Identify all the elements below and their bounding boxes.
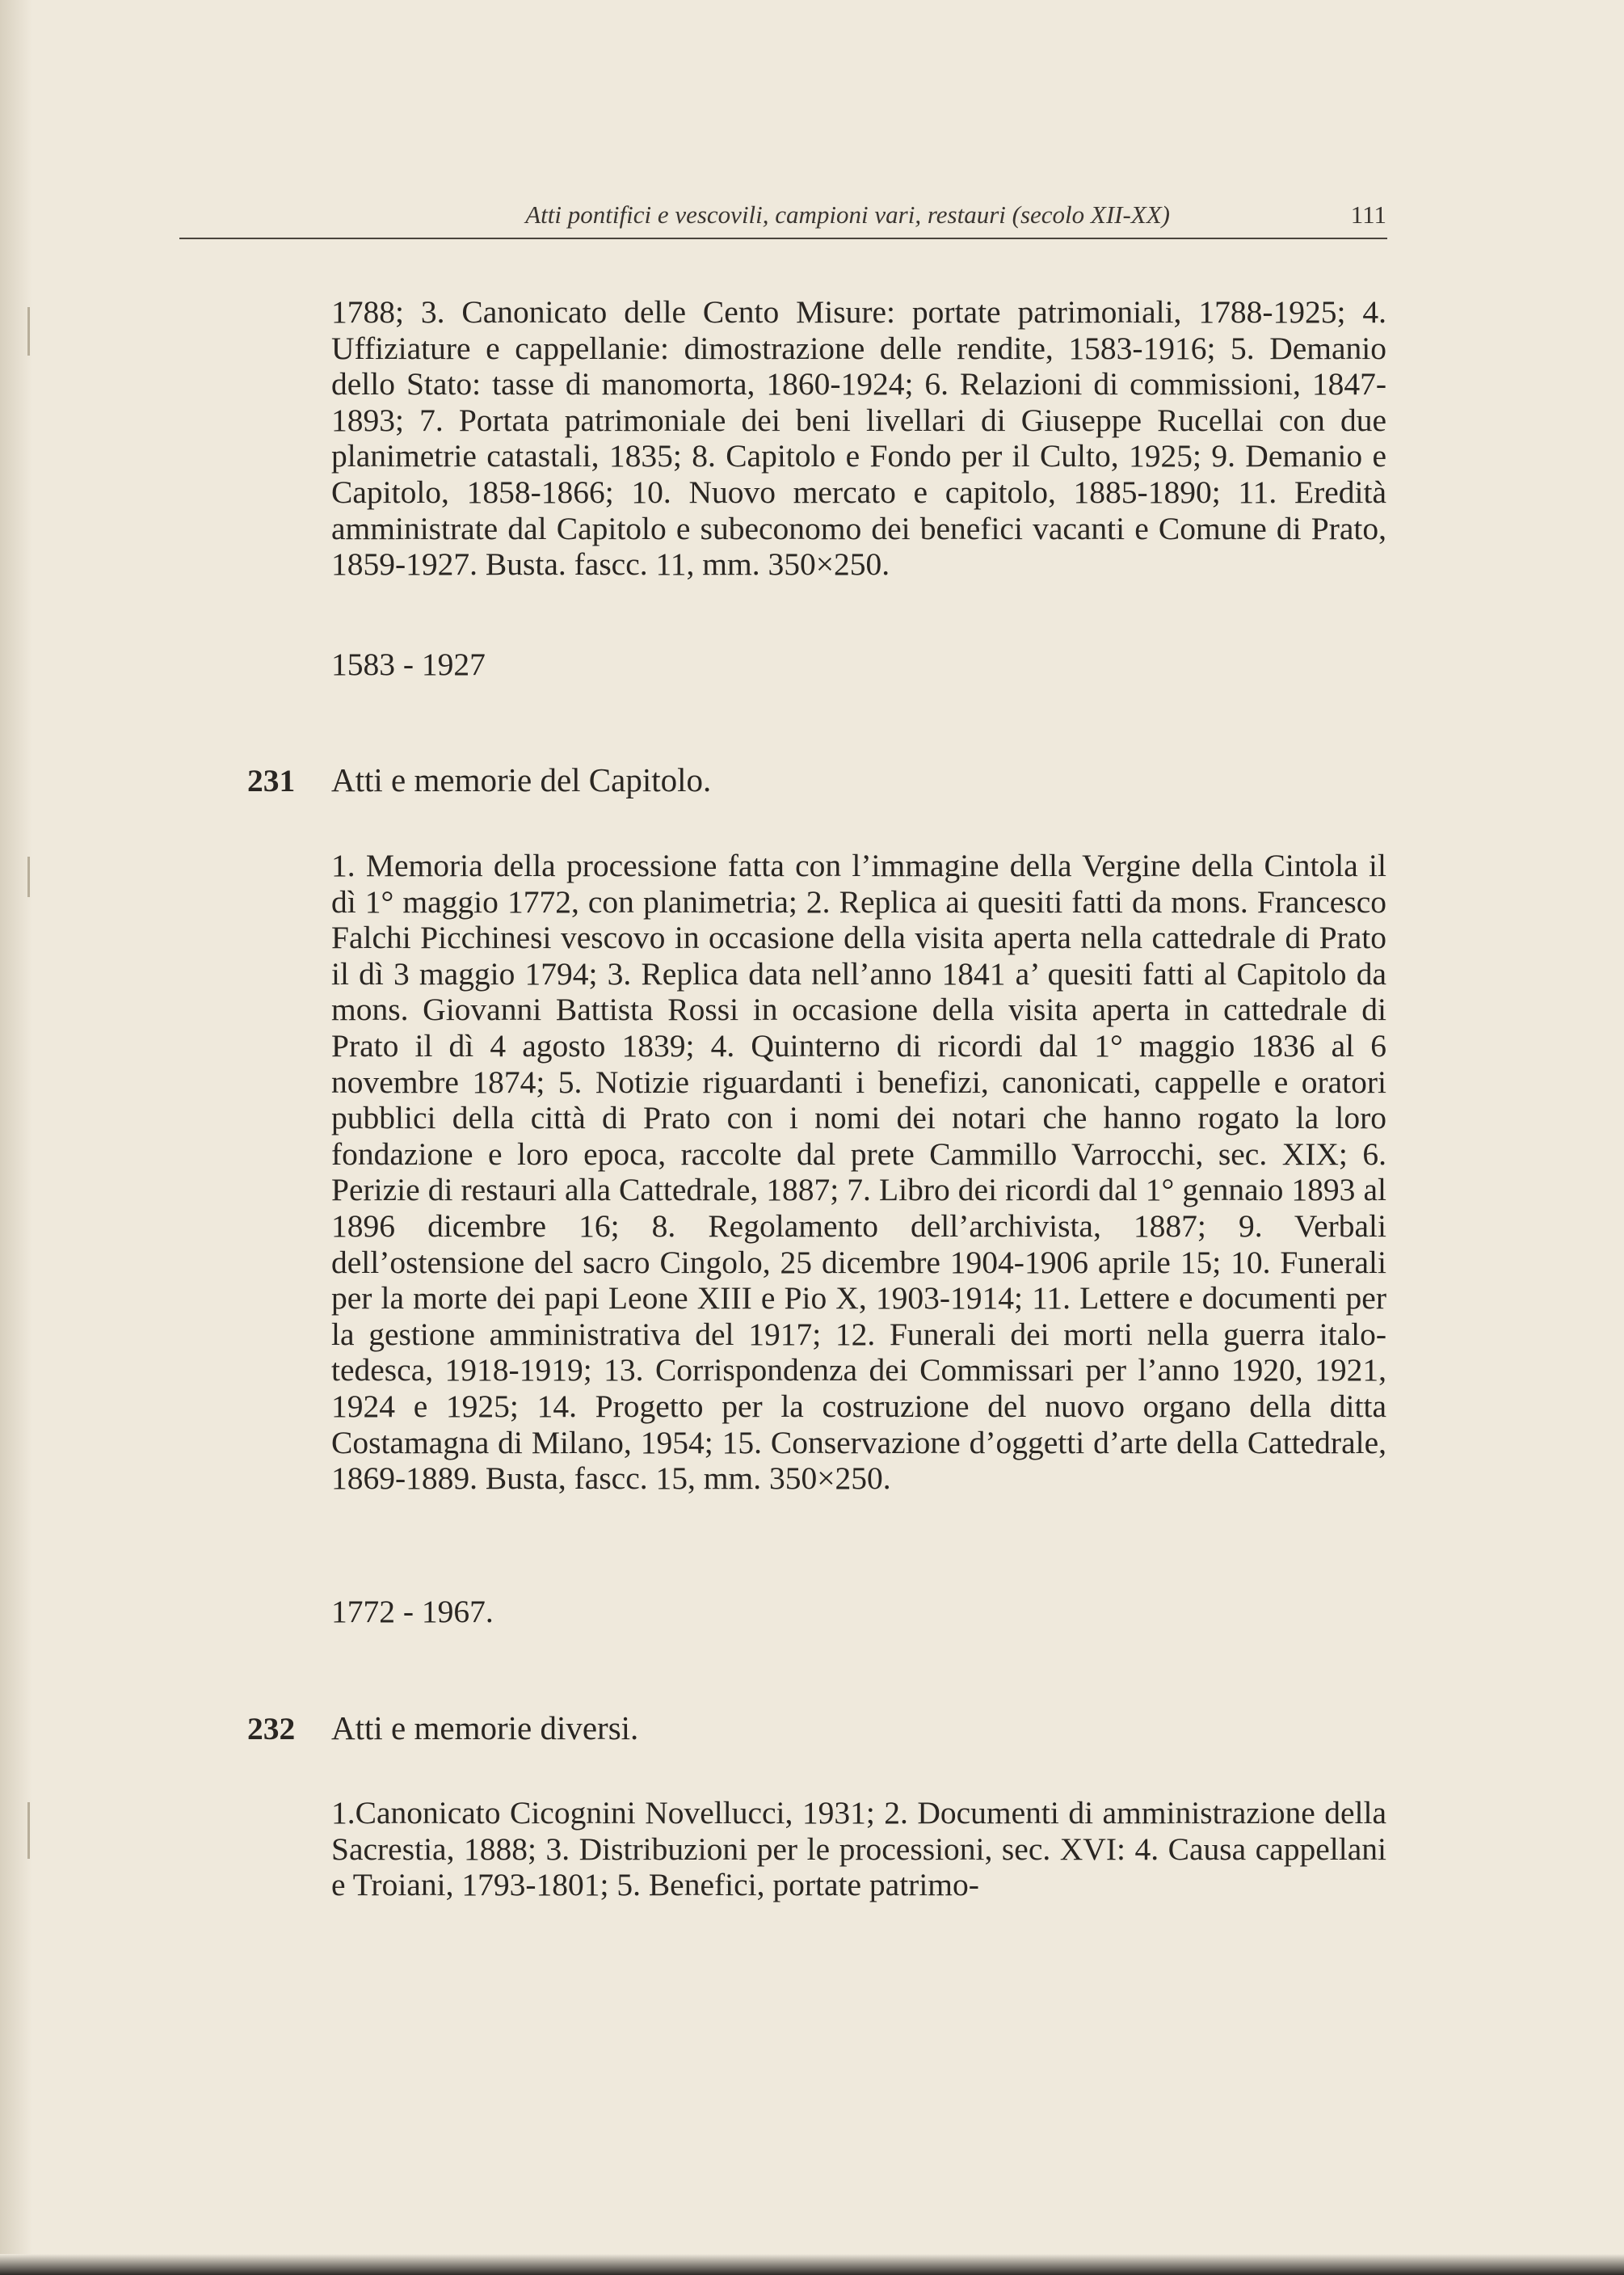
page-bottom-edge bbox=[0, 2254, 1624, 2275]
continued-entry-text: 1788; 3. Canonicato delle Cento Misure: portate patrimoniali, 1788-1925; 4. Uffiziature e cappellanie: dimostrazione delle rendite, 1583-1916; 5. Demanio dello Stato: tasse di manomorta, 1860-1924; 6. Relazioni di commissioni, 1847-1893; 7. Portata patrimoniale dei beni livellari di Giuseppe Rucellai con due planimetrie catastali, 1835; 8. Capitolo e Fondo per il Culto, 1925; 9. Demanio e Capitolo, 1858-1866; 10. Nuovo mercato e capitolo, 1885-1890; 11. Eredità amministrate dal Capitolo e subeconomo dei benefici vacanti e Comune di Prato, 1859-1927. Busta. fascc. 11, mm. 350×250. bbox=[331, 294, 1386, 583]
running-header bbox=[331, 200, 1386, 241]
running-title: Atti pontifici e vescovili, campioni vari, restauri (secolo XII-XX) bbox=[525, 200, 1170, 229]
entry-number-232: 232 bbox=[247, 1711, 296, 1746]
entry-dates-231: 1772 - 1967. bbox=[331, 1594, 494, 1629]
entry-title-232: Atti e memorie diversi. bbox=[331, 1709, 639, 1746]
header-rule bbox=[179, 238, 1387, 239]
entry-text-231: 1. Memoria della processione fatta con l’immagine della Vergine della Cintola il dì 1° maggio 1772, con planimetria; 2. Replica ai quesiti fatti da mons. Francesco Falchi Picchinesi vescovo in occasione della visita aperta nella cattedrale di Prato il dì 3 maggio 1794; 3. Replica data nell’anno 1841 a’ quesiti fatti al Capitolo da mons. Giovanni Battista Rossi in occasione della visita aperta in cattedrale di Prato il dì 4 agosto 1839; 4. Quinterno di ricordi dal 1° maggio 1836 al 6 novembre 1874; 5. Notizie riguardanti i benefizi, canonicati, cappelle e oratori pubblici della città di Prato con i nomi dei notari che hanno rogato la loro fondazione e loro epoca, raccolte dal prete Cammillo Varrocchi, sec. XIX; 6. Perizie di restauri alla Cattedrale, 1887; 7. Libro dei ricordi dal 1° gennaio 1893 al 1896 dicembre 16; 8. Regolamento dell’archivista, 1887; 9. Verbali dell’ostensione del sacro Cingolo, 25 dicembre 1904-1906 aprile 15; 10. Funerali per la morte dei papi Leone XIII e Pio X, 1903-1914; 11. Lettere e documenti per la gestione amministrativa del 1917; 12. Funerali dei morti nella guerra italo-tedesca, 1918-1919; 13. Corrispondenza dei Commissari per l’anno 1920, 1921, 1924 e 1925; 14. Progetto per la costruzione del nuovo organo della ditta Costamagna di Milano, 1954; 15. Conservazione d’oggetti d’arte della Cattedrale, 1869-1889. Busta, fascc. 15, mm. 350×250. bbox=[331, 848, 1386, 1497]
entry-text-232: 1.Canonicato Cicognini Novellucci, 1931; 2. Documenti di amministrazione della Sacrestia, 1888; 3. Distribuzioni per le processioni, sec. XVI: 4. Causa cappellani e Troiani, 1793-1801; 5. Benefici, portate patrimo- bbox=[331, 1795, 1386, 1903]
entry-title-231: Atti e memorie del Capitolo. bbox=[331, 761, 712, 798]
margin-mark bbox=[27, 1802, 30, 1859]
page-number: 111 bbox=[1350, 200, 1386, 229]
entry-number-231: 231 bbox=[247, 763, 296, 798]
continued-entry-dates: 1583 - 1927 bbox=[331, 647, 486, 682]
margin-mark bbox=[27, 857, 30, 897]
margin-mark bbox=[27, 307, 30, 356]
